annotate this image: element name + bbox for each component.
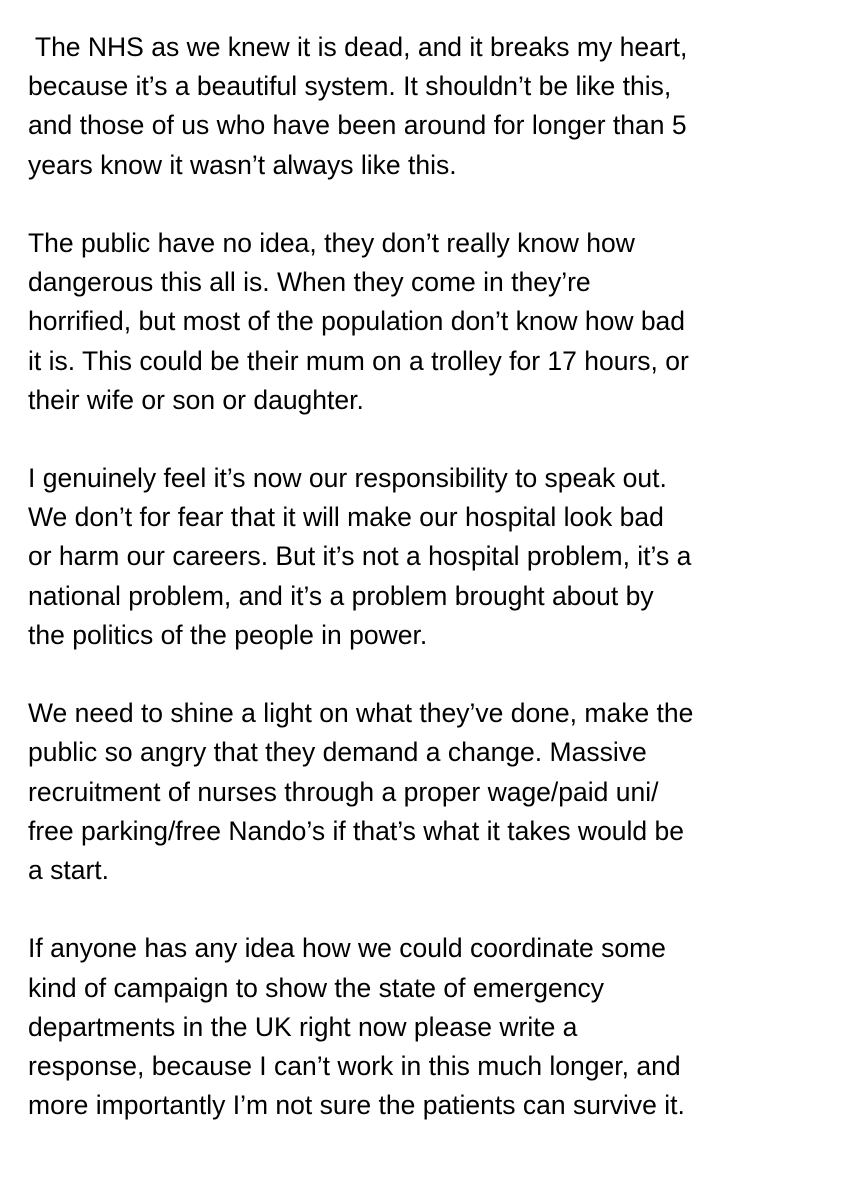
text-line: We don’t for fear that it will make our hospital look bad (28, 502, 664, 533)
text-line: response, because I can’t work in this much longer, and (28, 1050, 681, 1081)
text-line: and those of us who have been around for longer than 5 (28, 110, 687, 141)
text-line: I genuinely feel it’s now our responsibility to speak out. (28, 463, 667, 494)
text-line: or harm our careers. But it’s not a hospital problem, it’s a (28, 541, 692, 572)
paragraph-gap (28, 185, 848, 224)
note-body (28, 0, 848, 1125)
text-line: more importantly I’m not sure the patients can survive it. (28, 1090, 685, 1121)
paragraph-1 (28, 28, 848, 185)
text-line: recruitment of nurses through a proper wage/paid uni/ (28, 776, 659, 807)
paragraph-gap (28, 890, 848, 929)
paragraph-4 (28, 694, 848, 890)
text-line: dangerous this all is. When they come in they’re (28, 267, 591, 298)
text-line: it is. This could be their mum on a trolley for 17 hours, or (28, 345, 689, 376)
text-line: If anyone has any idea how we could coordinate some (28, 933, 666, 964)
text-line: departments in the UK right now please write a (28, 1011, 578, 1042)
paragraph-3 (28, 459, 848, 655)
paragraph-gap (28, 655, 848, 694)
text-line: because it’s a beautiful system. It shouldn’t be like this, (28, 71, 672, 102)
text-line: a start. (28, 854, 110, 885)
text-line: free parking/free Nando’s if that’s what it takes would be (28, 815, 685, 846)
paragraph-5 (28, 929, 848, 1125)
text-line: horrified, but most of the population don’t know how bad (28, 306, 686, 337)
paragraph-2 (28, 224, 848, 420)
text-line: years know it wasn’t always like this. (28, 149, 457, 180)
text-line: national problem, and it’s a problem brought about by (28, 580, 654, 611)
paragraph-gap (28, 420, 848, 459)
text-line: the politics of the people in power. (28, 619, 428, 650)
text-line: We need to shine a light on what they’ve done, make the (28, 698, 694, 729)
text-line: kind of campaign to show the state of emergency (28, 972, 604, 1003)
text-line: their wife or son or daughter. (28, 384, 364, 415)
text-line: public so angry that they demand a change. Massive (28, 737, 647, 768)
text-line: The public have no idea, they don’t really know how (28, 227, 635, 258)
text-line: The NHS as we knew it is dead, and it breaks my heart, (28, 32, 688, 62)
